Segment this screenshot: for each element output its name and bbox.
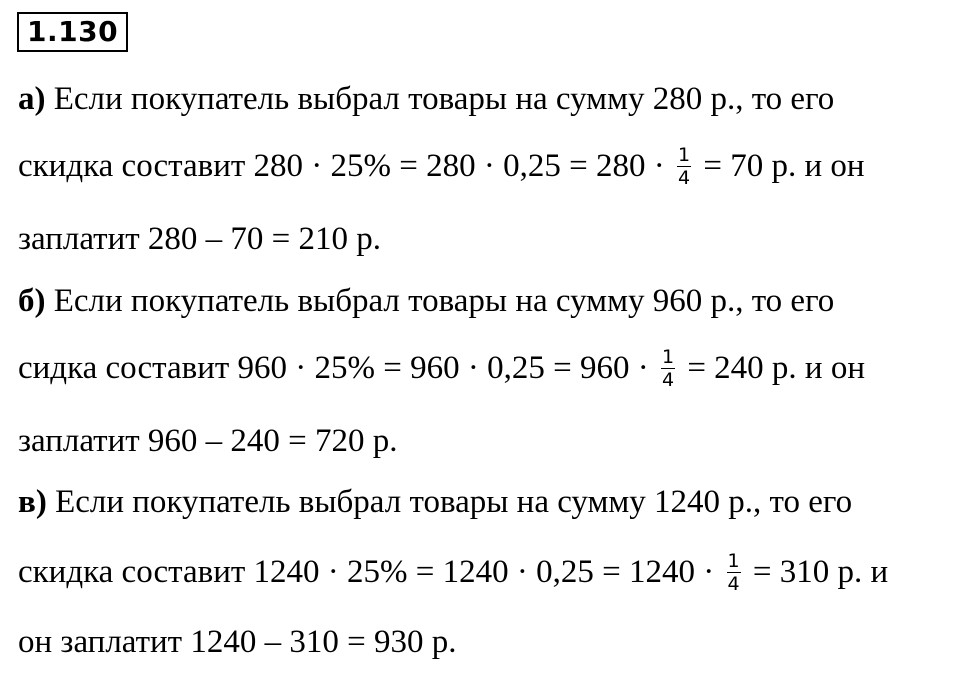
part-a-line-2 — [18, 143, 865, 190]
part-b-text-2-before: сидка составит 960 · 25% = 960 · 0,25 = 960 · — [18, 350, 657, 386]
part-b-text-2-after: = 240 р. и он — [679, 350, 865, 386]
part-b-text-3: заплатит 960 – 240 = 720 р. — [18, 423, 398, 459]
part-b-line-1 — [18, 281, 834, 321]
part-v-text-3: он заплатит 1240 – 310 = 930 р. — [18, 624, 457, 660]
part-v-label: в) — [18, 484, 47, 520]
fraction-numerator: 1 — [727, 549, 740, 572]
part-a-line-3 — [18, 219, 381, 259]
part-v-text-2-after: = 310 р. и — [744, 554, 889, 590]
part-v-line-2 — [18, 549, 889, 596]
part-a-text-1: Если покупатель выбрал товары на сумму 280 р., то его — [45, 81, 835, 117]
part-v-text-1: Если покупатель выбрал товары на сумму 1240 р., то его — [46, 484, 853, 520]
fraction-denominator: 4 — [678, 166, 691, 189]
fraction-numerator: 1 — [678, 143, 691, 166]
problem-number-badge: 1.130 — [17, 12, 128, 52]
part-a-text-2-after: = 70 р. и он — [695, 148, 865, 184]
fraction-denominator: 4 — [661, 368, 675, 391]
fraction-denominator: 4 — [727, 572, 740, 595]
part-a-text-3: заплатит 280 – 70 = 210 р. — [18, 221, 382, 257]
part-a-label: а) — [18, 81, 46, 117]
part-b-label: б) — [18, 283, 46, 319]
part-v-fraction — [727, 551, 741, 594]
part-v-line-1 — [18, 482, 852, 522]
part-a-line-1 — [18, 79, 834, 119]
part-b-line-2 — [18, 345, 865, 392]
part-b-text-1: Если покупатель выбрал товары на сумму 960 р., то его — [45, 283, 835, 319]
part-a-fraction — [677, 145, 691, 188]
part-b-fraction — [661, 347, 675, 390]
part-a-text-2-before: скидка составит 280 · 25% = 280 · 0,25 = 280 · — [18, 148, 673, 184]
part-v-line-3 — [18, 622, 456, 662]
fraction-numerator: 1 — [661, 345, 675, 368]
part-b-line-3 — [18, 421, 398, 461]
part-v-text-2-before: скидка составит 1240 · 25% = 1240 · 0,25 = 1240 · — [18, 554, 723, 590]
